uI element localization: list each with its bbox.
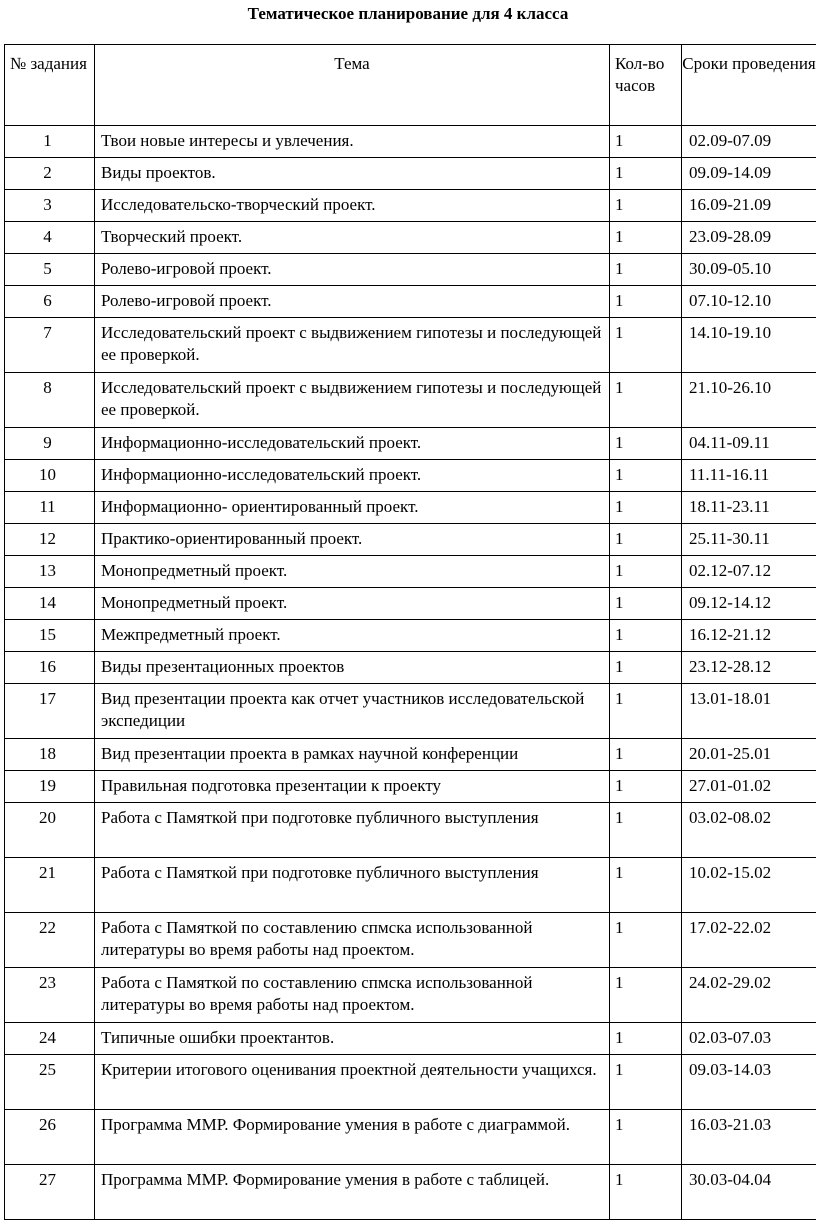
table-row <box>5 524 816 556</box>
table-row <box>5 1055 816 1110</box>
task-number-cell: 26 <box>5 1110 95 1165</box>
table-row <box>5 684 816 739</box>
topic-cell: Информационно-исследовательский проект. <box>95 460 610 492</box>
table-row <box>5 620 816 652</box>
table-row <box>5 190 816 222</box>
table-row <box>5 1165 816 1220</box>
topic-cell: Работа с Памяткой при подготовке публичного выступления <box>95 858 610 913</box>
task-number-cell: 11 <box>5 492 95 524</box>
hours-cell: 1 <box>610 739 682 771</box>
task-number-cell: 15 <box>5 620 95 652</box>
topic-cell: Исследовательский проект с выдвижением гипотезы и последующей ее проверкой. <box>95 318 610 373</box>
topic-cell: Творческий проект. <box>95 222 610 254</box>
hours-cell: 1 <box>610 913 682 968</box>
task-number-cell: 2 <box>5 158 95 190</box>
dates-cell: 04.11-09.11 <box>682 428 816 460</box>
topic-cell: Ролево-игровой проект. <box>95 286 610 318</box>
dates-cell: 30.09-05.10 <box>682 254 816 286</box>
header-hours: Кол-во часов <box>610 45 682 126</box>
task-number-cell: 13 <box>5 556 95 588</box>
table-row <box>5 739 816 771</box>
dates-cell: 10.02-15.02 <box>682 858 816 913</box>
topic-cell: Информационно- ориентированный проект. <box>95 492 610 524</box>
dates-cell: 16.12-21.12 <box>682 620 816 652</box>
topic-cell: Правильная подготовка презентации к проекту <box>95 771 610 803</box>
dates-cell: 14.10-19.10 <box>682 318 816 373</box>
task-number-cell: 4 <box>5 222 95 254</box>
table-row <box>5 1110 816 1165</box>
dates-cell: 02.03-07.03 <box>682 1023 816 1055</box>
table-row <box>5 126 816 158</box>
dates-cell: 07.10-12.10 <box>682 286 816 318</box>
table-row <box>5 492 816 524</box>
topic-cell: Вид презентации проекта как отчет участников исследовательской экспедиции <box>95 684 610 739</box>
task-number-cell: 5 <box>5 254 95 286</box>
task-number-cell: 16 <box>5 652 95 684</box>
task-number-cell: 6 <box>5 286 95 318</box>
dates-cell: 21.10-26.10 <box>682 373 816 428</box>
dates-cell: 23.12-28.12 <box>682 652 816 684</box>
dates-cell: 03.02-08.02 <box>682 803 816 858</box>
table-row <box>5 428 816 460</box>
hours-cell: 1 <box>610 190 682 222</box>
task-number-cell: 24 <box>5 1023 95 1055</box>
task-number-cell: 3 <box>5 190 95 222</box>
topic-cell: Виды проектов. <box>95 158 610 190</box>
table-row <box>5 968 816 1023</box>
table-row <box>5 652 816 684</box>
hours-cell: 1 <box>610 858 682 913</box>
topic-cell: Монопредметный проект. <box>95 588 610 620</box>
dates-cell: 11.11-16.11 <box>682 460 816 492</box>
task-number-cell: 25 <box>5 1055 95 1110</box>
task-number-cell: 1 <box>5 126 95 158</box>
task-number-cell: 19 <box>5 771 95 803</box>
task-number-cell: 14 <box>5 588 95 620</box>
topic-cell: Типичные ошибки проектантов. <box>95 1023 610 1055</box>
table-row <box>5 771 816 803</box>
topic-cell: Информационно-исследовательский проект. <box>95 428 610 460</box>
table-row <box>5 158 816 190</box>
hours-cell: 1 <box>610 222 682 254</box>
topic-cell: Работа с Памяткой при подготовке публичного выступления <box>95 803 610 858</box>
dates-cell: 13.01-18.01 <box>682 684 816 739</box>
task-number-cell: 23 <box>5 968 95 1023</box>
hours-cell: 1 <box>610 126 682 158</box>
hours-cell: 1 <box>610 158 682 190</box>
topic-cell: Виды презентационных проектов <box>95 652 610 684</box>
hours-cell: 1 <box>610 492 682 524</box>
hours-cell: 1 <box>610 620 682 652</box>
topic-cell: Программа MMP. Формирование умения в работе с диаграммой. <box>95 1110 610 1165</box>
dates-cell: 02.09-07.09 <box>682 126 816 158</box>
page-title: Тематическое планирование для 4 класса <box>247 4 569 23</box>
table-row <box>5 460 816 492</box>
topic-cell: Исследовательско-творческий проект. <box>95 190 610 222</box>
topic-cell: Монопредметный проект. <box>95 556 610 588</box>
dates-cell: 09.09-14.09 <box>682 158 816 190</box>
hours-cell: 1 <box>610 1165 682 1220</box>
hours-cell: 1 <box>610 771 682 803</box>
task-number-cell: 21 <box>5 858 95 913</box>
dates-cell: 20.01-25.01 <box>682 739 816 771</box>
topic-cell: Критерии итогового оценивания проектной деятельности учащихся. <box>95 1055 610 1110</box>
task-number-cell: 12 <box>5 524 95 556</box>
task-number-cell: 8 <box>5 373 95 428</box>
topic-cell: Исследовательский проект с выдвижением гипотезы и последующей ее проверкой. <box>95 373 610 428</box>
task-number-cell: 20 <box>5 803 95 858</box>
hours-cell: 1 <box>610 652 682 684</box>
topic-cell: Программа MMP. Формирование умения в работе с таблицей. <box>95 1165 610 1220</box>
hours-cell: 1 <box>610 286 682 318</box>
hours-cell: 1 <box>610 373 682 428</box>
hours-cell: 1 <box>610 968 682 1023</box>
dates-cell: 09.03-14.03 <box>682 1055 816 1110</box>
topic-cell: Практико-ориентированный проект. <box>95 524 610 556</box>
hours-cell: 1 <box>610 803 682 858</box>
task-number-cell: 9 <box>5 428 95 460</box>
table-row <box>5 588 816 620</box>
table-row <box>5 318 816 373</box>
table-row <box>5 556 816 588</box>
table-body <box>5 126 816 1220</box>
table-row <box>5 913 816 968</box>
table-row <box>5 858 816 913</box>
hours-cell: 1 <box>610 556 682 588</box>
topic-cell: Работа с Памяткой по составлению спмска использованной литературы во время работы над проектом. <box>95 913 610 968</box>
dates-cell: 09.12-14.12 <box>682 588 816 620</box>
header-task-number: № задания <box>5 45 95 126</box>
dates-cell: 23.09-28.09 <box>682 222 816 254</box>
table-row <box>5 803 816 858</box>
planning-table <box>4 44 816 1220</box>
header-dates: Сроки проведения <box>682 45 816 126</box>
hours-cell: 1 <box>610 254 682 286</box>
topic-cell: Работа с Памяткой по составлению спмска использованной литературы во время работы над проектом. <box>95 968 610 1023</box>
hours-cell: 1 <box>610 1110 682 1165</box>
task-number-cell: 17 <box>5 684 95 739</box>
dates-cell: 24.02-29.02 <box>682 968 816 1023</box>
header-topic: Тема <box>95 45 610 126</box>
dates-cell: 25.11-30.11 <box>682 524 816 556</box>
dates-cell: 18.11-23.11 <box>682 492 816 524</box>
table-row <box>5 254 816 286</box>
task-number-cell: 22 <box>5 913 95 968</box>
topic-cell: Вид презентации проекта в рамках научной конференции <box>95 739 610 771</box>
topic-cell: Межпредметный проект. <box>95 620 610 652</box>
table-header-row <box>5 45 816 126</box>
hours-cell: 1 <box>610 524 682 556</box>
dates-cell: 16.09-21.09 <box>682 190 816 222</box>
hours-cell: 1 <box>610 460 682 492</box>
hours-cell: 1 <box>610 428 682 460</box>
hours-cell: 1 <box>610 588 682 620</box>
table-row <box>5 222 816 254</box>
hours-cell: 1 <box>610 684 682 739</box>
task-number-cell: 7 <box>5 318 95 373</box>
hours-cell: 1 <box>610 1055 682 1110</box>
dates-cell: 27.01-01.02 <box>682 771 816 803</box>
hours-cell: 1 <box>610 318 682 373</box>
table-row <box>5 373 816 428</box>
dates-cell: 30.03-04.04 <box>682 1165 816 1220</box>
task-number-cell: 10 <box>5 460 95 492</box>
task-number-cell: 27 <box>5 1165 95 1220</box>
dates-cell: 17.02-22.02 <box>682 913 816 968</box>
table-row <box>5 286 816 318</box>
hours-cell: 1 <box>610 1023 682 1055</box>
dates-cell: 16.03-21.03 <box>682 1110 816 1165</box>
table-row <box>5 1023 816 1055</box>
topic-cell: Ролево-игровой проект. <box>95 254 610 286</box>
dates-cell: 02.12-07.12 <box>682 556 816 588</box>
topic-cell: Твои новые интересы и увлечения. <box>95 126 610 158</box>
task-number-cell: 18 <box>5 739 95 771</box>
